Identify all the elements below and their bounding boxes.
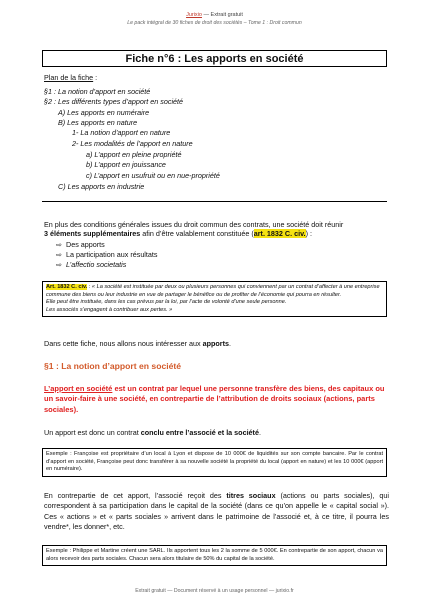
contract-post: . <box>258 428 261 437</box>
divider <box>42 201 387 202</box>
plan-heading <box>44 73 97 82</box>
header-tag: — Extrait gratuit <box>203 12 243 18</box>
plan-label: Plan de la fiche <box>44 73 94 82</box>
contract-bold: conclu entre l’associé et la société <box>140 428 259 437</box>
bullet-text: La participation aux résultats <box>66 250 158 259</box>
quote-line-2: Elle peut être instituée, dans les cas prévus par la loi, par l’acte de volonté d’une seule personne. <box>46 299 287 306</box>
plan-item: §1 : La notion d’apport en société <box>44 87 151 96</box>
page-footer: Extrait gratuit — Document réservé à un usage personnel — jurixio.fr <box>135 588 294 594</box>
arrow-right-icon: ⇨ <box>56 250 63 259</box>
header-subtitle: Le pack intégral de 30 fiches de droit des sociétés – Tome 1 : Droit commun <box>127 20 302 26</box>
bullet-item <box>56 250 158 259</box>
bullet-text: L’affectio societatis <box>66 260 127 269</box>
quote-line-3: Les associés s’engagent à contribuer aux pertes. » <box>46 306 173 313</box>
plan-item: a) L’apport en pleine propriété <box>86 150 182 159</box>
plan-item: 1- La notion d’apport en nature <box>72 128 171 137</box>
intro-line-2 <box>44 229 312 238</box>
contract-pre: Un apport est donc un contrat <box>44 428 141 437</box>
focus-line <box>44 339 231 348</box>
definition-term: L’apport en société <box>44 384 113 393</box>
plan-item: 2- Les modalités de l’apport en nature <box>72 139 193 148</box>
quote-text: : « La société est instituée par deux ou plusieurs personnes qui conviennent par un contrat d’affecter à une entreprise commune des biens ou leur industrie en vue de partager le bénéfice ou de profiter de l’économie qui pourra en résulter. <box>46 284 380 298</box>
arrow-right-icon: ⇨ <box>56 260 63 269</box>
plan-item: §2 : Les différents types d’apport en société <box>44 97 184 106</box>
plan-item: C) Les apports en industrie <box>58 182 145 191</box>
intro-line-1: En plus des conditions générales issues du droit commun des contrats, une société doit réunir <box>44 220 344 229</box>
intro-end: ) : <box>305 229 312 238</box>
definition-text: est un contrat par lequel une personne transfère des biens, des capitaux ou un savoir-faire à une société, en contrepartie de l’attribution de droits sociaux (actions, parts sociales). <box>44 384 385 414</box>
intro-mid: afin d’être valablement constituée ( <box>140 229 254 238</box>
plan-item: b) L’apport en jouissance <box>86 160 166 169</box>
example-box: Exemple : Françoise est propriétaire d’un local à Lyon et dispose de 10 000€ de liquidités sur son compte bancaire. Par le contrat d’apport en société, Françoise peut donc transférer à sa nouvelle société la propriété du local (apport en nature) et les 10 000€ (apport en numéraire). <box>42 448 387 477</box>
intro-bold: 3 éléments supplémentaires <box>44 229 141 238</box>
plan-item: c) L’apport en usufruit ou en nue-propriété <box>86 171 220 180</box>
focus-post: . <box>228 339 231 348</box>
legal-quote-box <box>42 281 387 317</box>
focus-pre: Dans cette fiche, nous allons nous intéresser aux <box>44 339 203 348</box>
counter-pre: En contrepartie de cet apport, l’associé reçoit des <box>44 491 227 500</box>
brand-name[interactable]: Jurixio <box>186 12 202 18</box>
plan-colon: : <box>93 73 98 82</box>
plan-item: A) Les apports en numéraire <box>58 108 150 117</box>
plan-item: B) Les apports en nature <box>58 118 138 127</box>
example-box: Exemple : Philippe et Martine créent une SARL. Ils apportent tous les 2 la somme de 5 000€. En contrepartie de son apport, chacun va alors recevoir des parts sociales. Chacun sera alors titulaire de 50% du capital de la société. <box>42 545 387 566</box>
definition-paragraph <box>44 384 389 415</box>
section-title: §1 : La notion d’apport en société <box>44 361 182 371</box>
arrow-right-icon: ⇨ <box>56 240 63 249</box>
bullet-item <box>56 240 105 249</box>
bullet-text: Des apports <box>66 240 105 249</box>
quote-article: Art. 1832 C. civ. <box>46 284 88 290</box>
bullet-item <box>56 260 126 269</box>
page-header <box>0 12 429 18</box>
counter-bold: titres sociaux <box>226 491 276 500</box>
counterpart-paragraph <box>44 491 389 533</box>
focus-bold: apports <box>202 339 229 348</box>
contract-line <box>44 428 261 437</box>
sheet-title: Fiche n°6 : Les apports en société <box>42 50 387 67</box>
article-ref: art. 1832 C. civ. <box>253 229 306 238</box>
counter-post: (actions ou parts sociales), qui correspondent à sa participation dans le capital de la société (dans ce qu’on appelle le « capital social »). Ces « actions » et « parts sociales » arrivent dans le patrimoine de l’associé et, à ce titre, il pourra les vendre*, les donner*, etc. <box>44 491 389 532</box>
